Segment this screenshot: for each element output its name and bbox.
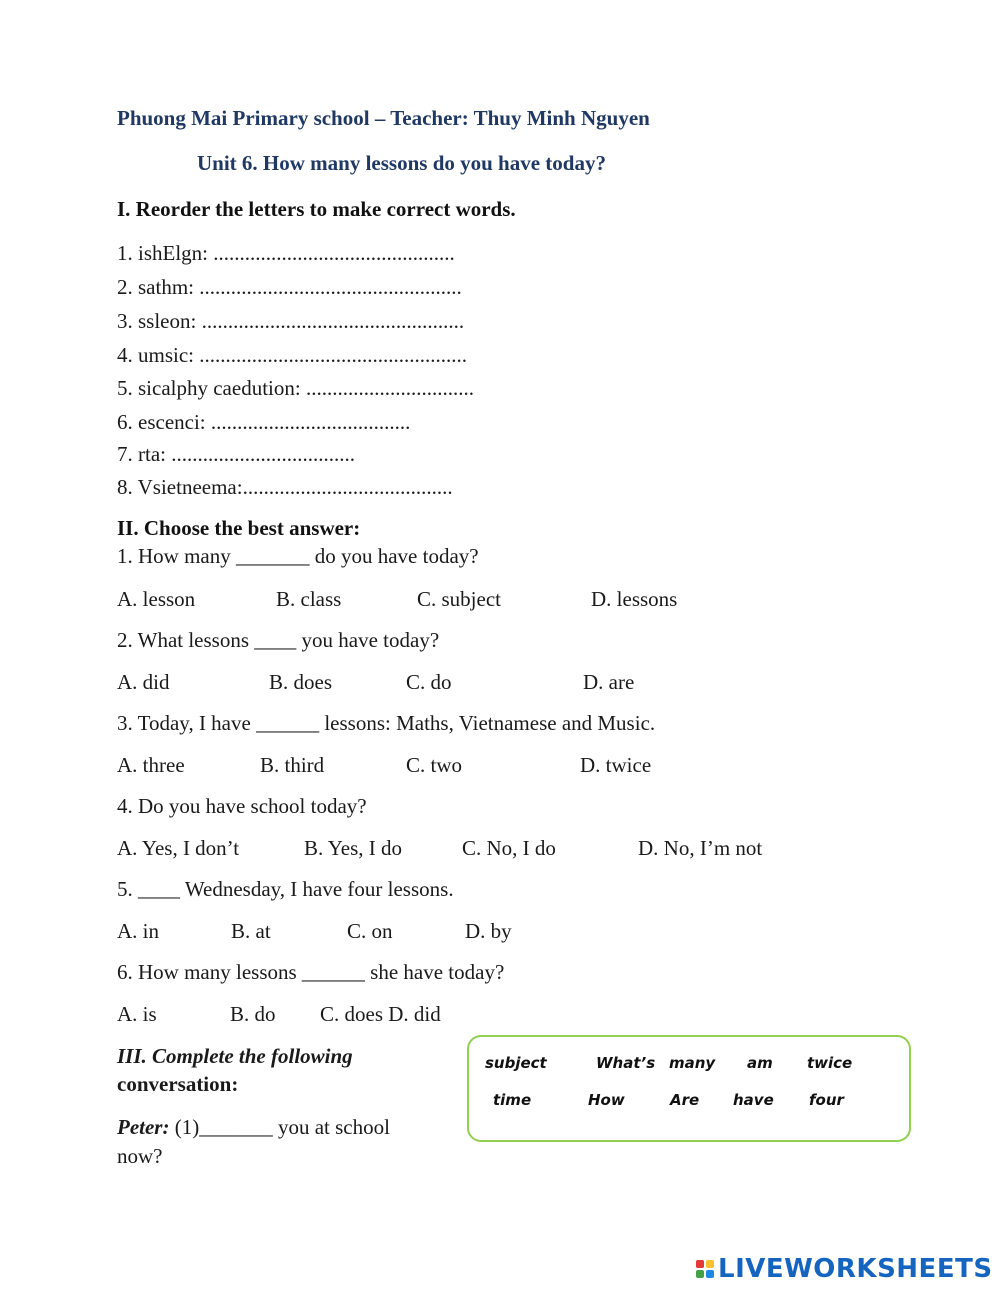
question-text: 2. What lessons ____ you have today? [117,628,440,652]
section-2-title: II. Choose the best answer: [117,516,361,540]
answer-option: D. twice [580,753,652,777]
answer-option: A. Yes, I don’t [117,836,240,860]
question-text: 5. ____ Wednesday, I have four lessons. [117,877,454,901]
section-3-title-line2: conversation: [117,1072,239,1096]
conversation-text-continued: now? [117,1144,163,1168]
word-bank-word: What’s [596,1054,656,1072]
answer-option: C. does D. did [320,1002,441,1026]
answer-option: C. on [347,919,393,943]
liveworksheets-logo [696,1252,993,1286]
question-text: 3. Today, I have ______ lessons: Maths, Vietnamese and Music. [117,711,656,735]
section-3-title [117,1042,353,1098]
answer-option: A. is [117,1002,157,1026]
word-bank-word: many [669,1054,716,1072]
conversation-line [117,1113,390,1171]
word-bank-word: subject [485,1054,547,1072]
reorder-item: 8. Vsietneema:........................................ [117,475,453,499]
answer-option: B. third [260,753,325,777]
answer-option: A. lesson [117,587,196,611]
question-text: 4. Do you have school today? [117,794,367,818]
answer-option: B. Yes, I do [304,836,403,860]
reorder-item: 1. ishElgn: .............................................. [117,241,455,265]
word-bank-word: four [809,1091,844,1109]
reorder-item: 2. sathm: .................................................. [117,275,462,299]
answer-option: A. in [117,919,159,943]
answer-option: C. two [406,753,463,777]
conversation-text: (1)_______ you at school [169,1115,390,1139]
reorder-item: 6. escenci: ...................................... [117,410,411,434]
unit-title: Unit 6. How many lessons do you have today? [197,151,606,175]
section-1-title: I. Reorder the letters to make correct words. [117,197,516,221]
reorder-item: 4. umsic: ................................................... [117,343,467,367]
word-bank-word: twice [807,1054,853,1072]
answer-option: B. at [231,919,271,943]
word-bank-word: Are [670,1091,700,1109]
answer-option: A. three [117,753,185,777]
answer-option: D. by [465,919,512,943]
word-bank-box [467,1035,911,1142]
reorder-item: 3. ssleon: .................................................. [117,309,465,333]
reorder-item: 5. sicalphy caedution: ................................ [117,376,474,400]
school-header: Phuong Mai Primary school – Teacher: Thuy Minh Nguyen [117,106,650,130]
answer-option: B. class [276,587,342,611]
word-bank-word: have [733,1091,774,1109]
answer-option: B. do [230,1002,276,1026]
answer-option: D. are [583,670,635,694]
answer-option: D. lessons [591,587,678,611]
answer-option: C. do [406,670,452,694]
word-bank-word: How [588,1091,625,1109]
speaker-name: Peter: [117,1115,170,1139]
reorder-item: 7. rta: ................................... [117,442,355,466]
answer-option: A. did [117,670,170,694]
question-text: 6. How many lessons ______ she have today? [117,960,505,984]
answer-option: D. No, I’m not [638,836,763,860]
section-3-title-line1: III. Complete the following [117,1044,353,1068]
question-text: 1. How many _______ do you have today? [117,544,479,568]
word-bank-word: time [493,1091,532,1109]
answer-option: B. does [269,670,332,694]
logo-text: LIVEWORKSHEETS [718,1254,993,1284]
word-bank-word: am [747,1054,773,1072]
answer-option: C. subject [417,587,501,611]
answer-option: C. No, I do [462,836,556,860]
logo-mark-icon [696,1260,714,1278]
